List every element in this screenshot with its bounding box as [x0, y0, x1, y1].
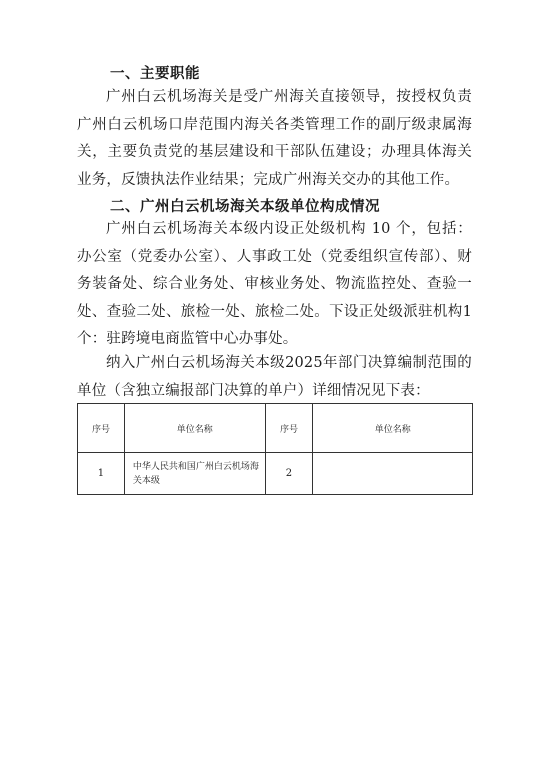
cell-unit-name-2 — [313, 453, 473, 495]
section-heading-units: 二、广州白云机场海关本级单位构成情况 — [110, 199, 380, 215]
cell-unit-name-1: 中华人民共和国广州白云机场海关本级 — [124, 453, 265, 495]
units-table — [77, 403, 473, 495]
table-header-row — [78, 404, 473, 453]
units-paragraph: 广州白云机场海关本级内设正处级机构 10 个，包括：办公室（党委办公室）、人事政工处（党委组织宣传部）、财务装备处、综合业务处、审核业务处、物流监控处、查验一处、查验二处、旅检一处、旅检二处。下设正处级派驻机构1个：驻跨境电商监管中心办事处。 — [77, 221, 472, 347]
header-unit-name-1: 单位名称 — [124, 404, 265, 453]
header-seq-2: 序号 — [265, 404, 313, 453]
table-row — [78, 453, 473, 495]
header-seq-1: 序号 — [78, 404, 125, 453]
cell-seq-1: 1 — [78, 453, 125, 495]
duties-paragraph: 广州白云机场海关是受广州海关直接领导，按授权负责广州白云机场口岸范围内海关各类管理工作的副厅级隶属海关，主要负责党的基层建设和干部队伍建设；办理具体海关业务，反馈执法作业结果；完成广州海关交办的其他工作。 — [77, 89, 472, 188]
table-intro-paragraph: 纳入广州白云机场海关本级2025年部门决算编制范围的单位（含独立编报部门决算的单户）详细情况见下表： — [77, 355, 472, 399]
cell-seq-2: 2 — [265, 453, 313, 495]
section-heading-duties: 一、主要职能 — [110, 66, 200, 82]
header-unit-name-2: 单位名称 — [313, 404, 473, 453]
